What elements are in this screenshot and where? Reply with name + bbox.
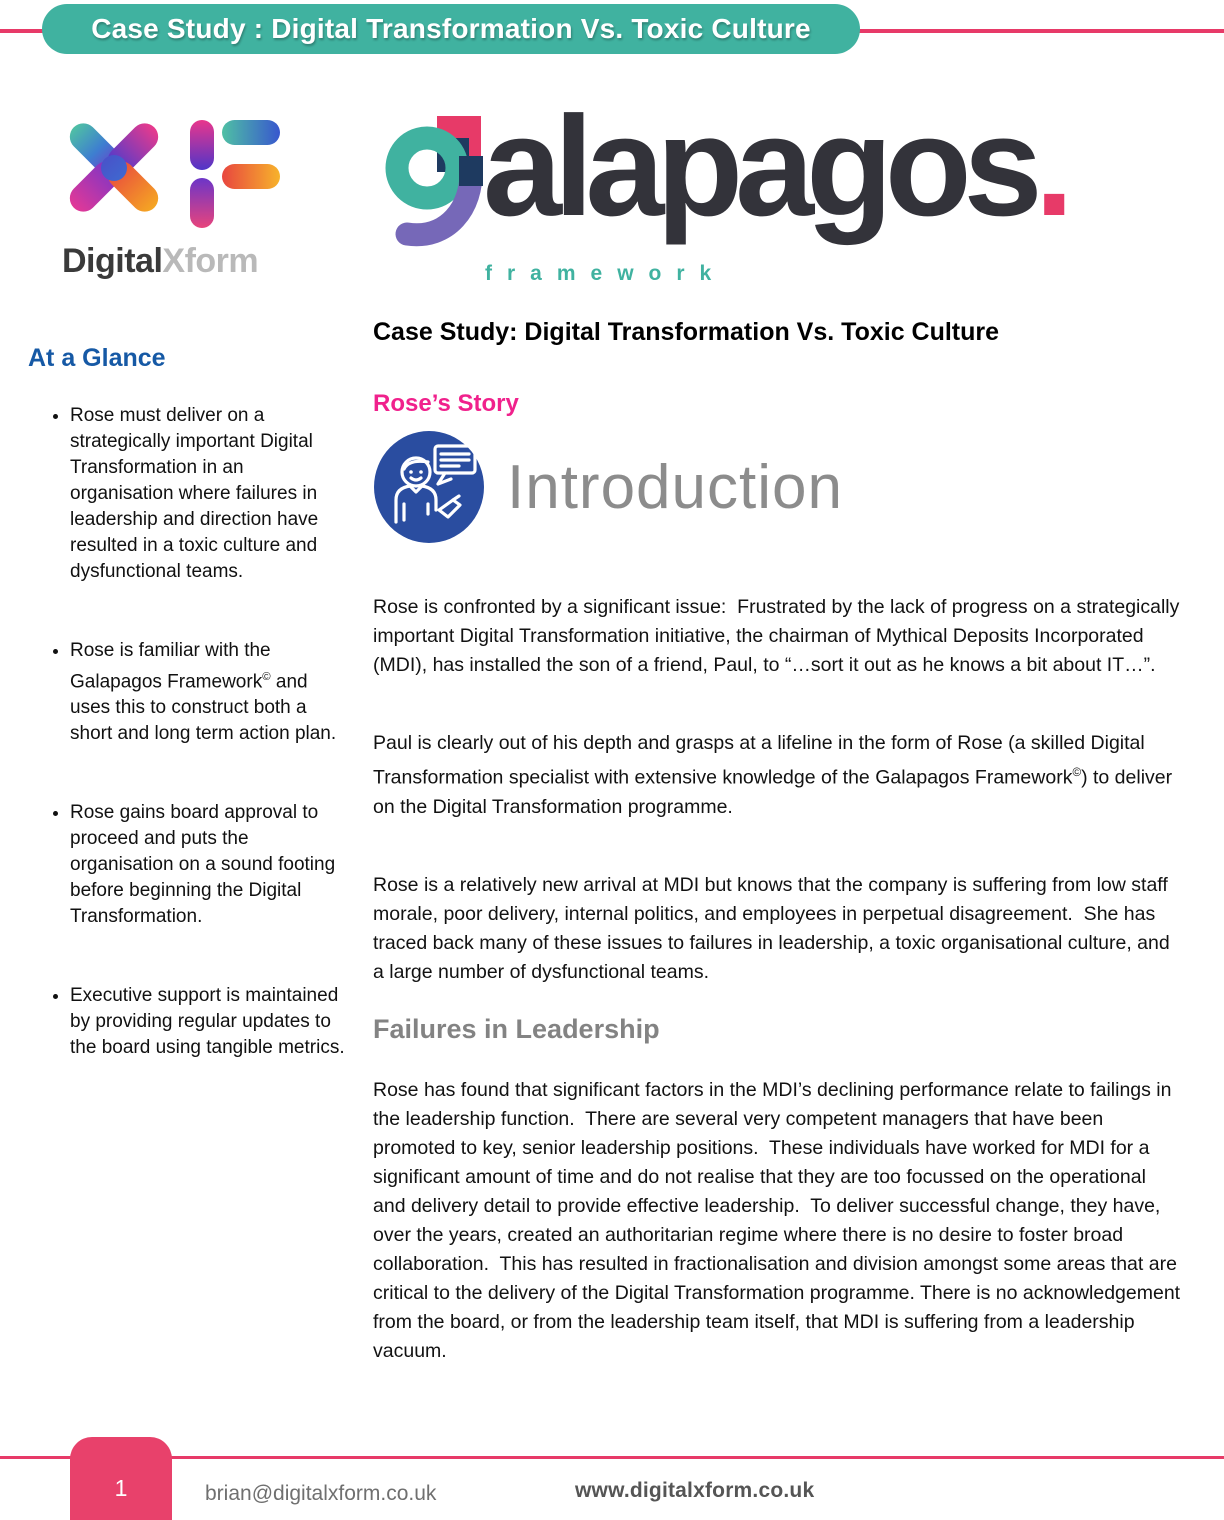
sidebar-heading: At a Glance [28, 344, 166, 372]
galapagos-text [483, 87, 1067, 246]
footer-email-link[interactable]: brian@digitalxform.co.uk [205, 1482, 437, 1505]
xf-logo-icon [62, 106, 282, 232]
galapagos-dot: . [1034, 87, 1067, 246]
wordmark-digital: Digital [62, 242, 163, 280]
glance-bullet: • Rose is familiar with the Galapagos Framework© and uses this to construct both a short and long term action plan. [70, 638, 346, 747]
glance-bullet: • Executive support is maintained by providing regular updates to the board using tangible metrics. [70, 983, 346, 1061]
glance-bullet-list [28, 403, 346, 1061]
galapagos-g-icon [385, 116, 487, 252]
galapagos-letters: alapagos [483, 87, 1035, 246]
digitalxform-logo [62, 106, 292, 281]
intro-heading: Introduction [507, 452, 843, 522]
body-paragraph: Rose is a relatively new arrival at MDI but knows that the company is suffering from low staff morale, poor delivery, internal politics, and employees in perpetual disagreement. She has traced back many of these issues to failures in leadership, a toxic organisational culture, and a large number of dysfunctional teams. [373, 873, 1176, 983]
page-title: Case Study: Digital Transformation Vs. Toxic Culture [373, 318, 1000, 346]
glance-bullet: • Rose must deliver on a strategically important Digital Transformation in an organisation where failures in leadership and direction have resulted in a toxic culture and dysfunctional teams. [70, 403, 346, 585]
body-paragraph: Rose has found that significant factors in the MDI’s declining performance relate to failings in the leadership function. There are several very competent managers that have been promoted to key, senior leadership positions. These individuals have worked for MDI for a significant amount of time and do not realise that they are too focussed on the operational and delivery detail to provide effective leadership. To deliver successful change, they have, over the years, created an authoritarian regime where there is no desire to foster broad collaboration. This has resulted in fractionalisation and division amongst some areas that are critical to the delivery of the Digital Transformation programme. There is no acknowledgement from the board, or from the leadership team itself, that MDI is suffering from a leadership vacuum. [373, 1078, 1186, 1362]
xf-pill [190, 178, 214, 228]
body-paragraph: Rose is confronted by a significant issue: Frustrated by the lack of progress on a strategically important Digital Transformation initiative, the chairman of Mythical Deposits Incorporated (MDI), has installed the son of a friend, Paul, to “…sort it out as he knows a bit about IT…”. [373, 596, 1185, 676]
main-content [373, 318, 1186, 1366]
page-number-tab [70, 1437, 172, 1520]
glance-bullet: • Rose gains board approval to proceed and puts the organisation on a sound footing before beginning the Digital Transformation. [70, 800, 346, 930]
galapagos-logo [385, 87, 1125, 292]
introduction-header [373, 430, 1181, 544]
galapagos-wordmark [385, 87, 1125, 268]
banner-title: Case Study : Digital Transformation Vs. Toxic Culture [91, 13, 811, 44]
at-a-glance-sidebar [28, 344, 346, 1114]
framework-label: framework [485, 262, 727, 285]
body-paragraph: Paul is clearly out of his depth and grasps at a lifeline in the form of Rose (a skilled Digital Transformation specialist with extensive knowledge of the Galapagos Framework©) to deliver on the Digital Transformation programme. [373, 732, 1178, 818]
footer-website-link[interactable]: www.digitalxform.co.uk [575, 1479, 815, 1502]
xf-pill [222, 120, 280, 145]
digitalxform-wordmark [62, 242, 292, 281]
footer-accent-line [0, 1456, 1224, 1459]
xf-pill [190, 120, 214, 170]
page-banner [42, 4, 860, 54]
section-label: Rose’s Story [373, 390, 519, 417]
xf-pill [222, 164, 280, 189]
xf-center-dot [101, 155, 127, 181]
page-number: 1 [114, 1474, 128, 1501]
wordmark-xform: Xform [162, 242, 259, 280]
presenter-speech-icon [373, 430, 485, 544]
failures-subheading: Failures in Leadership [373, 1013, 660, 1044]
